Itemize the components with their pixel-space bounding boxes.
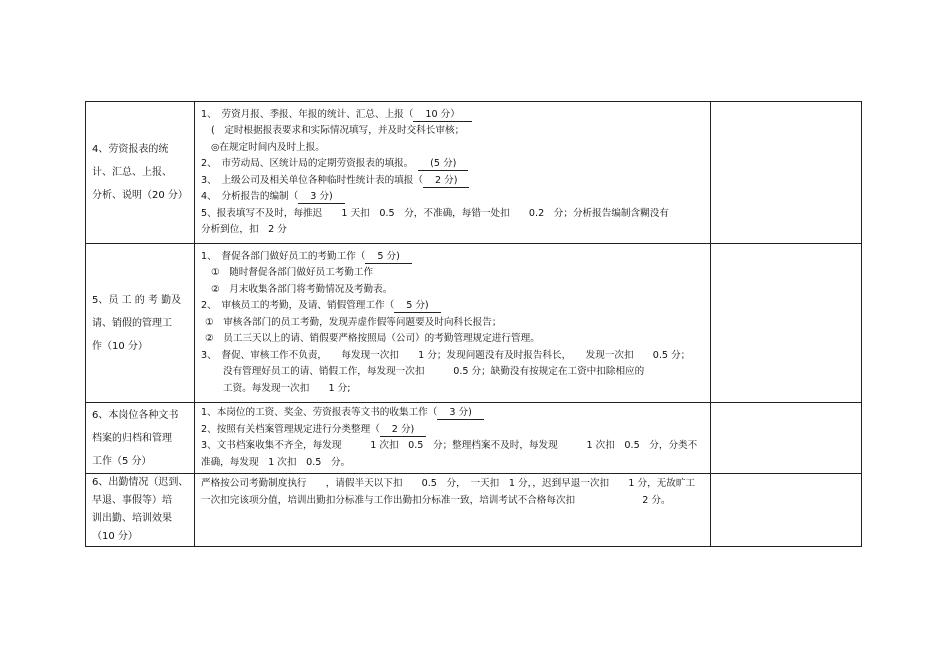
criteria-line: 分析到位，扣 2 分 [201, 224, 287, 235]
category-line: 计、汇总、上报、 [92, 167, 172, 178]
category-line: 工作（5 分） [92, 455, 152, 467]
score-underline: 5 分) [394, 299, 441, 313]
empty-cell [711, 403, 862, 474]
assessment-table [85, 101, 862, 547]
category-line: （10 分） [92, 531, 138, 542]
criteria-cell [195, 403, 711, 474]
criteria-line: 没有管理好员工的请、销假工作，每发现一次扣 0.5 分；缺勤没有按规定在工资中扣除相应的 [223, 366, 645, 378]
criteria-line: 2、 市劳动局、区统计局的定期劳资报表的填报。 (5 分) [201, 156, 708, 173]
category-line: 训出勤、培训效果 [92, 513, 172, 524]
table-row [86, 403, 862, 474]
empty-cell [711, 244, 862, 403]
criteria-line: 3、文书档案收集不齐全，每发现 1 次扣 0.5 分；整理档案不及时，每发现 1 次扣 0.5 分，分类不 [201, 440, 698, 451]
table-row [86, 474, 862, 547]
score-underline: 3 分) [298, 190, 345, 204]
category-cell [86, 244, 195, 403]
empty-cell [711, 102, 862, 244]
criteria-line: 1、 劳资月报、季报、年报的统计、汇总、上报（ 10 分） [201, 107, 708, 124]
criteria-line: ① 审核各部门的员工考勤，发现弄虚作假等问题要及时向科长报告； [205, 316, 502, 328]
criteria-line: 4、 分析报告的编制（ 3 分) [201, 189, 708, 206]
score-underline: 5 分) [365, 250, 412, 264]
criteria-cell [195, 244, 711, 403]
category-cell [86, 102, 195, 244]
category-cell [86, 474, 195, 547]
empty-cell [711, 474, 862, 547]
category-line: 分析、说明（20 分） [92, 190, 188, 201]
criteria-line: 一次扣完该项分值，培训出勤扣分标准与工作出勤扣分标准一致，培训考试不合格每次扣 2 分。 [201, 494, 671, 506]
criteria-line: ( 定时根据报表要求和实际情况填写，并及时交科长审核； [211, 125, 465, 136]
category-line: 4、劳资报表的统 [92, 144, 169, 155]
criteria-line: 3、 督促、审核工作不负责， 每发现一次扣 1 分；发现问题没有及时报告科长， 发现一次扣 0.5 分； [201, 349, 691, 361]
criteria-line: ② 员工三天以上的请、销假要严格按照局（公司）的考勤管理规定进行管理。 [205, 333, 540, 345]
criteria-line: 1、 督促各部门做好员工的考勤工作（ 5 分) [201, 249, 708, 266]
score-underline: 2 分) [380, 423, 427, 437]
criteria-line: 1、本岗位的工资、奖金、劳资报表等文书的收集工作（ 3 分) [201, 405, 708, 422]
criteria-line: 2、 审核员工的考勤，及请、销假管理工作（ 5 分) [201, 298, 708, 315]
table-row [86, 102, 862, 244]
criteria-line: 工资。每发现一次扣 1 分; [223, 382, 351, 394]
criteria-line: 严格按公司考勤制度执行 ，请假半天以下扣 0.5 分， 一天扣 1 分，，迟到早退一次扣 1 分，无故旷工 [201, 478, 696, 489]
criteria-line: 5、报表填写不及时，每推迟 1 天扣 0.5 分，不准确，每错一处扣 0.2 分；分析报告编制含糊没有 [201, 207, 669, 219]
score-underline: 3 分) [437, 406, 484, 420]
criteria-cell [195, 102, 711, 244]
category-line: 请、销假的管理工 [92, 317, 172, 329]
category-line: 档案的归档和管理 [92, 432, 172, 444]
criteria-line: 3、 上级公司及相关单位各种临时性统计表的填报（ 2 分) [201, 173, 708, 190]
category-cell [86, 403, 195, 474]
criteria-line: ① 随时督促各部门做好员工考勤工作 [211, 267, 374, 279]
category-line: 5、员 工 的 考 勤及 [92, 294, 182, 306]
category-line: 作（10 分） [92, 340, 148, 352]
category-line: 6、本岗位各种文书 [92, 409, 179, 421]
criteria-line: ◎在规定时间内及时上报。 [211, 141, 325, 153]
criteria-line: 准确，每发现 1 次扣 0.5 分。 [201, 456, 351, 468]
score-underline: 10 分） [413, 108, 471, 122]
score-underline: 2 分) [423, 174, 470, 188]
table-row [86, 244, 862, 403]
category-line: 6、出勤情况（迟到、 [92, 477, 189, 488]
score-underline: (5 分) [418, 157, 468, 171]
criteria-cell [195, 474, 711, 547]
category-line: 早退、事假等）培 [92, 495, 172, 506]
criteria-line: ② 月末收集各部门将考勤情况及考勤表。 [211, 283, 393, 295]
criteria-line: 2、按照有关档案管理规定进行分类整理（ 2 分) [201, 422, 708, 439]
